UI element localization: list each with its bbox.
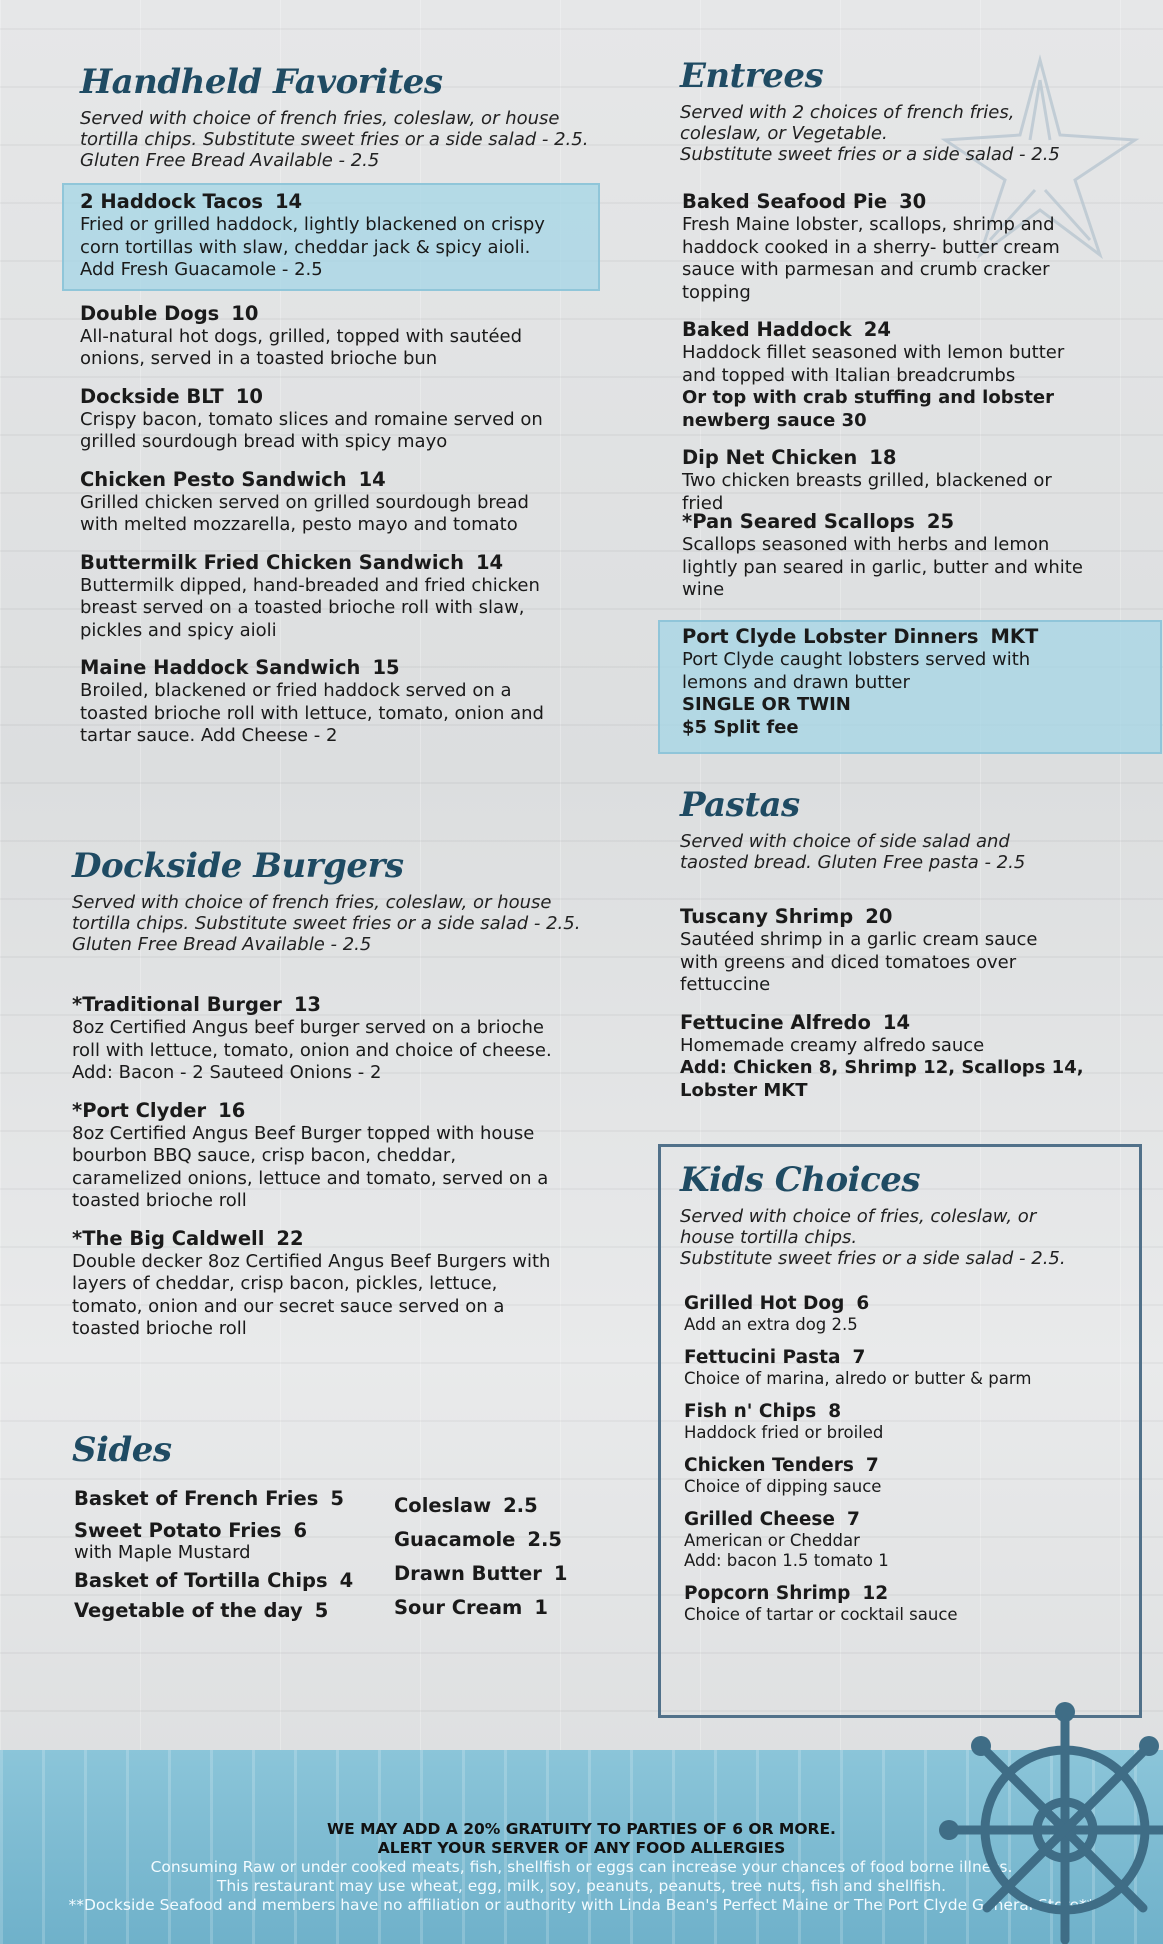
menu-item	[682, 446, 1132, 514]
item-desc: Crispy bacon, tomato slices and romaine served on grilled sourdough bread with spicy mayo	[80, 408, 543, 452]
item-name: *Port Clyder	[72, 1098, 207, 1122]
intro-line: Gluten Free Bread Available - 2.5	[80, 150, 380, 171]
kids-item	[684, 1347, 1130, 1389]
menu-item	[80, 302, 610, 371]
gratuity-notice: WE MAY ADD A 20% GRATUITY TO PARTIES OF 6 OR MORE.	[327, 1820, 836, 1838]
item-price: 30	[899, 190, 927, 213]
pastas-intro	[680, 831, 1140, 873]
item-price: 15	[372, 656, 400, 679]
intro-line: Served with choice of french fries, coleslaw, or house	[80, 108, 560, 129]
side-item: Basket of French Fries 5	[74, 1487, 344, 1510]
raw-food-warning: Consuming Raw or under cooked meats, fish, shellfish or eggs can increase your chances of food borne illness.	[150, 1858, 1013, 1876]
item-name: Buttermilk Fried Chicken Sandwich	[80, 550, 464, 574]
item-name: Port Clyde Lobster Dinners	[682, 625, 979, 648]
item-name: *Traditional Burger	[72, 993, 282, 1016]
kids-intro	[680, 1206, 1130, 1269]
side-item: Drawn Butter 1	[394, 1562, 568, 1585]
item-name: Baked Seafood Pie	[682, 190, 888, 213]
item-name: Fettucine Alfredo	[680, 1010, 871, 1034]
handheld-items	[80, 190, 610, 762]
intro-line: house tortilla chips.	[680, 1227, 858, 1248]
item-name: Baked Haddock	[682, 318, 852, 341]
intro-line: tortilla chips. Substitute sweet fries or a side salad - 2.5.	[80, 129, 589, 150]
entrees-section	[680, 56, 1140, 179]
item-price: 14	[358, 467, 386, 491]
side-item: Coleslaw 2.5	[394, 1494, 538, 1517]
item-desc: Sautéed shrimp in a garlic cream sauce with greens and diced tomatoes over fettuccine	[680, 929, 1038, 995]
menu-item	[80, 468, 610, 537]
item-name: Grilled Cheese	[684, 1509, 835, 1530]
menu-item	[682, 510, 1132, 602]
item-price: 20	[865, 905, 893, 928]
item-name: Maine Haddock Sandwich	[80, 656, 361, 679]
intro-line: Served with choice of side salad and	[680, 831, 1010, 852]
item-price: 14	[274, 190, 303, 213]
item-desc: Choice of tartar or cocktail sauce	[684, 1605, 958, 1624]
item-price: 18	[869, 446, 897, 469]
side-note: with Maple Mustard	[74, 1542, 251, 1563]
allergen-note: This restaurant may use wheat, egg, milk, soy, peanuts, peanuts, tree nuts, fish and shellfish.	[216, 1877, 947, 1895]
pastas-section	[680, 785, 1140, 1116]
item-price: 13	[293, 993, 321, 1016]
item-desc: Choice of dipping sauce	[684, 1477, 882, 1496]
sides-right	[394, 1494, 614, 1620]
item-name: *Pan Seared Scallops	[682, 510, 915, 533]
item-name: Dockside BLT	[80, 384, 224, 408]
menu-item	[680, 905, 1140, 997]
menu-item	[72, 993, 612, 1085]
menu-item	[680, 1011, 1140, 1103]
sides-heading: Sides	[72, 1430, 172, 1470]
pastas-heading: Pastas	[680, 785, 800, 825]
intro-line: Served with choice of french fries, coleslaw, or house	[72, 892, 552, 913]
kids-item	[684, 1455, 1130, 1497]
item-name: Fettucini Pasta	[684, 1347, 841, 1368]
item-price: 7	[865, 1455, 879, 1476]
item-price: 22	[276, 1226, 304, 1250]
handheld-section	[80, 62, 620, 185]
lobster-dinners	[682, 625, 1132, 739]
item-price: 10	[235, 384, 263, 408]
item-desc: Scallops seasoned with herbs and lemon lightly pan seared in garlic, butter and white wine	[682, 534, 1083, 600]
menu-item	[80, 385, 610, 454]
item-desc: Add an extra dog 2.5	[684, 1315, 858, 1334]
menu-item	[682, 190, 1132, 304]
kids-item	[684, 1293, 1130, 1335]
item-desc: Double decker 8oz Certified Angus Beef Burgers with layers of cheddar, crisp bacon, pickles, lettuce, tomato, onion and our secret sauce served on a toasted brioche roll	[72, 1250, 551, 1339]
handheld-heading: Handheld Favorites	[80, 62, 443, 102]
intro-line: taosted bread. Gluten Free pasta - 2.5	[680, 852, 1026, 873]
burgers-intro	[72, 892, 612, 955]
item-addon: Or top with crab stuffing and lobster newberg sauce 30	[682, 387, 1055, 431]
item-desc: Homemade creamy alfredo sauce	[680, 1034, 985, 1056]
ship-wheel-icon	[935, 1680, 1163, 1944]
item-desc: 8oz Certified Angus Beef Burger topped with house bourbon BBQ sauce, crisp bacon, cheddar, caramelized onions, lettuce and tomato, served on a toasted brioche roll	[72, 1122, 549, 1211]
allergy-notice: ALERT YOUR SERVER OF ANY FOOD ALLERGIES	[377, 1839, 786, 1857]
menu-item	[80, 190, 610, 282]
burgers-heading: Dockside Burgers	[72, 846, 404, 886]
item-name: *The Big Caldwell	[72, 1226, 265, 1250]
menu-item	[682, 318, 1132, 432]
item-price: 6	[856, 1293, 870, 1314]
item-price: 14	[475, 550, 504, 574]
sides-left	[74, 1487, 394, 1623]
item-name: Double Dogs	[80, 301, 220, 325]
menu-item	[80, 551, 610, 643]
kids-item	[684, 1509, 1130, 1571]
kids-heading: Kids Choices	[680, 1160, 921, 1200]
item-desc: American or Cheddar Add: bacon 1.5 tomato 1	[684, 1531, 889, 1570]
intro-line: tortilla chips. Substitute sweet fries or a side salad - 2.5.	[72, 913, 581, 934]
menu-item	[72, 1227, 612, 1341]
side-item: Basket of Tortilla Chips 4	[74, 1569, 354, 1592]
item-name: Chicken Pesto Sandwich	[80, 467, 347, 491]
entrees-heading: Entrees	[680, 56, 824, 96]
side-item: Guacamole 2.5	[394, 1528, 562, 1551]
item-desc: Two chicken breasts grilled, blackened or fried	[682, 470, 1052, 514]
item-price: 14	[882, 1010, 911, 1034]
intro-line: coleslaw, or Vegetable.	[680, 123, 888, 144]
item-addon: Add: Chicken 8, Shrimp 12, Scallops 14, Lobster MKT	[680, 1057, 1084, 1101]
kids-section	[680, 1160, 1130, 1637]
sides-section	[72, 1430, 612, 1470]
affiliation-disclaimer: **Dockside Seafood and members have no affiliation or authority with Linda Bean's Perfect Maine or The Port Clyde General Store**	[68, 1896, 1095, 1914]
item-price: 8	[828, 1401, 842, 1422]
intro-line: Served with choice of fries, coleslaw, or	[680, 1206, 1037, 1227]
item-desc: Fresh Maine lobster, scallops, shrimp and haddock cooked in a sherry- butter cream sauce with parmesan and crumb cracker topping	[682, 214, 1060, 303]
item-name: Chicken Tenders	[684, 1455, 854, 1476]
item-desc: Buttermilk dipped, hand-breaded and fried chicken breast served on a toasted brioche roll with slaw, pickles and spicy aioli	[80, 574, 540, 641]
item-desc: Broiled, blackened or fried haddock served on a toasted brioche roll with lettuce, tomato, onion and tartar sauce. Add Cheese - 2	[80, 680, 544, 746]
item-price: MKT	[990, 625, 1039, 648]
kids-item	[684, 1401, 1130, 1443]
side-item: Sweet Potato Fries 6	[74, 1519, 308, 1542]
intro-line: Served with 2 choices of french fries,	[680, 102, 1015, 123]
item-name: 2 Haddock Tacos	[80, 190, 263, 213]
item-price: 7	[852, 1347, 866, 1368]
burgers-section	[72, 846, 612, 1355]
menu-item	[72, 1099, 612, 1213]
intro-line: Gluten Free Bread Available - 2.5	[72, 934, 372, 955]
item-name: Fish n' Chips	[684, 1401, 817, 1422]
item-price: 25	[926, 510, 955, 533]
item-desc: Port Clyde caught lobsters served with lemons and drawn butter	[682, 649, 1031, 693]
item-desc: Haddock fillet seasoned with lemon butter and topped with Italian breadcrumbs	[682, 342, 1065, 386]
item-price: 24	[863, 318, 891, 341]
item-name: Grilled Hot Dog	[684, 1293, 845, 1314]
item-desc: Haddock fried or broiled	[684, 1423, 884, 1442]
item-price: 12	[862, 1583, 889, 1604]
item-price: 10	[231, 301, 259, 325]
item-desc: Grilled chicken served on grilled sourdough bread with melted mozzarella, pesto mayo and tomato	[80, 491, 529, 535]
side-item: Sour Cream 1	[394, 1596, 548, 1619]
item-name: Popcorn Shrimp	[684, 1583, 851, 1604]
entrees-intro	[680, 102, 1140, 165]
entrees-items	[682, 190, 1132, 616]
menu-item	[80, 656, 610, 748]
side-item: Vegetable of the day 5	[74, 1599, 329, 1622]
item-name: Tuscany Shrimp	[680, 905, 854, 928]
intro-line: Substitute sweet fries or a side salad - 2.5	[680, 144, 1060, 165]
item-desc: Choice of marina, alredo or butter & parm	[684, 1369, 1032, 1388]
handheld-intro	[80, 108, 620, 171]
item-addon: SINGLE OR TWIN $5 Split fee	[682, 694, 851, 738]
item-price: 7	[846, 1509, 860, 1530]
item-price: 16	[218, 1098, 246, 1122]
item-desc: 8oz Certified Angus beef burger served on a brioche roll with lettuce, tomato, onion and choice of cheese. Add: Bacon - 2 Sauteed Onions - 2	[72, 1017, 552, 1083]
item-name: Dip Net Chicken	[682, 446, 858, 469]
kids-item	[684, 1583, 1130, 1625]
intro-line: Substitute sweet fries or a side salad - 2.5.	[680, 1248, 1066, 1269]
item-desc: Fried or grilled haddock, lightly blackened on crispy corn tortillas with slaw, cheddar jack & spicy aioli. Add Fresh Guacamole - 2.5	[80, 214, 545, 280]
item-desc: All-natural hot dogs, grilled, topped with sautéed onions, served in a toasted brioche bun	[80, 325, 523, 369]
